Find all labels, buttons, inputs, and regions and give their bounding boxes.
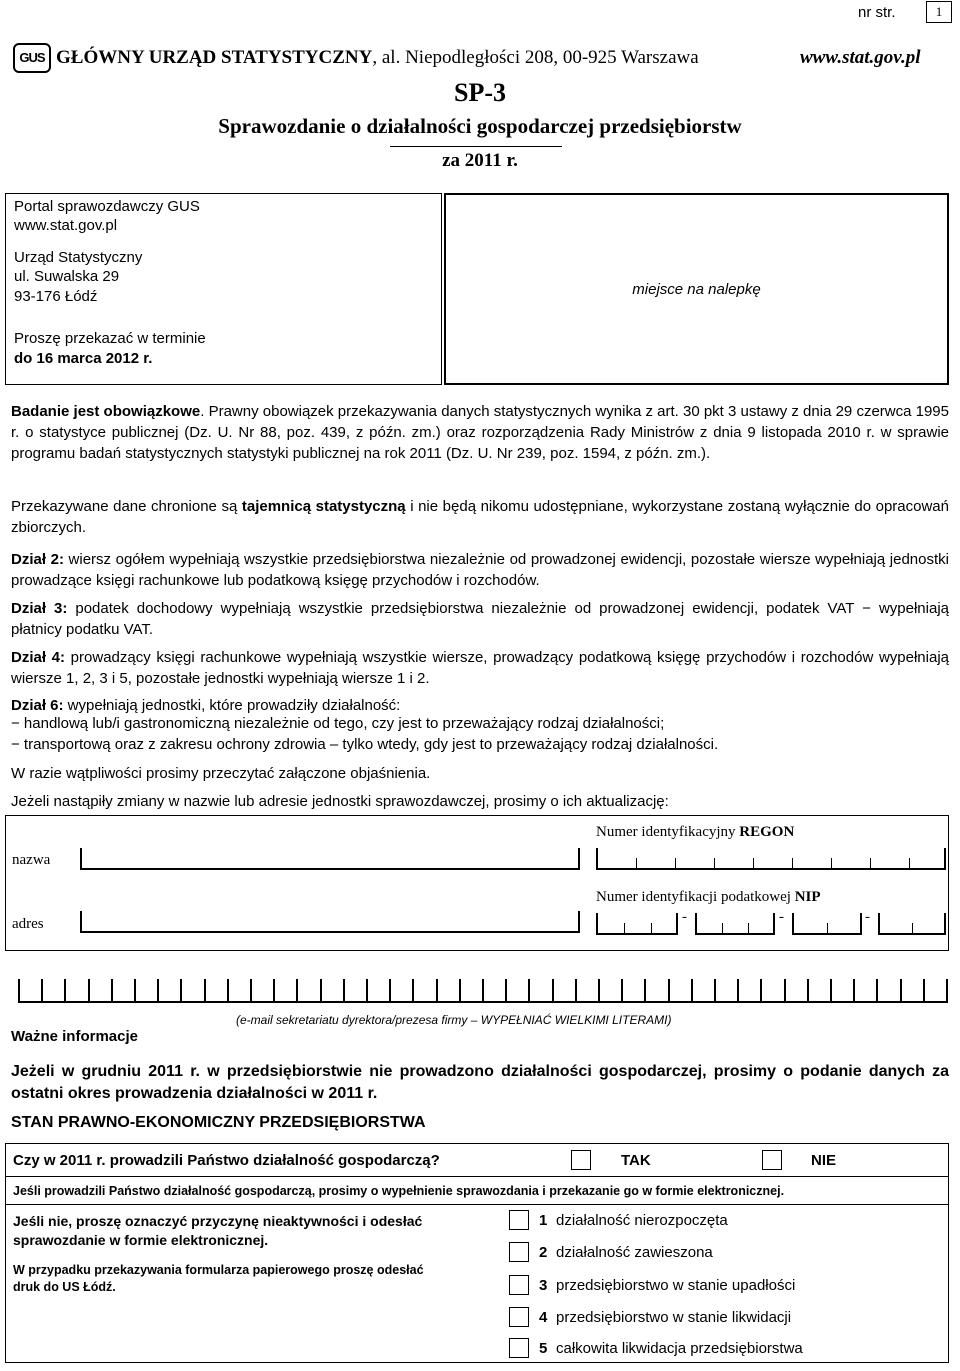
org-name: GŁÓWNY URZĄD STATYSTYCZNY xyxy=(56,47,373,68)
email-cell-divider xyxy=(691,979,693,1001)
if-no-note: Jeśli nie, proszę oznaczyć przyczynę nieaktywności i odesłać sprawozdanie w formie elektronicznej. xyxy=(13,1213,423,1248)
reason-3-label: przedsiębiorstwo w stanie upadłości xyxy=(556,1277,796,1294)
email-cell-divider xyxy=(227,979,229,1001)
section3-paragraph xyxy=(11,598,949,640)
office-city: 93-176 Łódź xyxy=(14,288,98,305)
website-link[interactable]: www.stat.gov.pl xyxy=(800,47,921,68)
address-label: adres xyxy=(12,916,44,932)
nip-input-part3[interactable] xyxy=(792,913,862,935)
portal-info-box xyxy=(5,193,442,385)
deadline-date: do 16 marca 2012 r. xyxy=(14,350,153,367)
nip-label: Numer identyfikacji podatkowej NIP xyxy=(596,889,821,905)
section2-text: wiersz ogółem wypełniają wszystkie przedsiębiorstwa niezależnie od prowadzonej ewidencji, pozostałe wiersze wypełniają jednostki prowadzące księgi rachunkowe lub podatkową księgę przychodów i rozchodów. xyxy=(11,551,949,589)
email-cell-divider xyxy=(946,979,948,1001)
activity-question: Czy w 2011 r. prowadzili Państwo działalność gospodarczą? xyxy=(13,1152,440,1169)
email-input[interactable] xyxy=(18,977,948,1003)
office-street: ul. Suwalska 29 xyxy=(14,268,120,285)
activity-yes-checkbox[interactable] xyxy=(571,1150,591,1170)
mandatory-paragraph xyxy=(11,401,949,464)
email-cell-divider xyxy=(830,979,832,1001)
reason-3-checkbox[interactable] xyxy=(509,1275,529,1295)
secrecy-paragraph xyxy=(11,496,949,538)
section6-text: wypełniają jednostki, które prowadziły działalność: xyxy=(63,697,401,714)
email-cell-divider xyxy=(853,979,855,1001)
office-name: Urząd Statystyczny xyxy=(14,249,143,266)
title-divider xyxy=(390,146,562,147)
email-cell-divider xyxy=(389,979,391,1001)
email-cell-divider xyxy=(343,979,345,1001)
section3-label: Dział 3: xyxy=(11,600,68,617)
activity-no-label: NIE xyxy=(811,1152,837,1169)
email-cell-divider xyxy=(621,979,623,1001)
reason-1-label: działalność nierozpoczęta xyxy=(556,1212,728,1229)
email-cell-divider xyxy=(876,979,878,1001)
nip-input-part4[interactable] xyxy=(878,913,946,935)
section6-label: Dział 6: xyxy=(11,697,64,714)
email-cell-divider xyxy=(459,979,461,1001)
email-cell-divider xyxy=(807,979,809,1001)
reason-4-checkbox[interactable] xyxy=(509,1307,529,1327)
nip-dash-2: - xyxy=(779,909,784,925)
reason-1-number: 1 xyxy=(539,1212,548,1229)
org-header xyxy=(56,47,699,69)
reason-5-checkbox[interactable] xyxy=(509,1338,529,1358)
email-cell-divider xyxy=(412,979,414,1001)
email-cell-divider xyxy=(296,979,298,1001)
important-info-label: Ważne informacje xyxy=(11,1028,138,1045)
activity-divider-2 xyxy=(6,1204,948,1205)
email-cell-divider xyxy=(900,979,902,1001)
form-code: SP-3 xyxy=(454,78,506,107)
doubts-note: W razie wątpliwości prosimy przeczytać załączone objaśnienia. xyxy=(11,765,431,782)
december-note: Jeżeli w grudniu 2011 r. w przedsiębiorstwie nie prowadzono działalności gospodarczej, prosimy o podanie danych za ostatni okres prowadzenia działalności w 2011 r. xyxy=(11,1063,949,1102)
form-title: Sprawozdanie o działalności gospodarczej przedsiębiorstw xyxy=(218,114,742,138)
email-cell-divider xyxy=(41,979,43,1001)
regon-input[interactable] xyxy=(596,848,946,870)
email-cell-divider xyxy=(482,979,484,1001)
section2-label: Dział 2: xyxy=(11,551,64,568)
activity-divider-1 xyxy=(6,1176,948,1177)
email-cell-divider xyxy=(436,979,438,1001)
email-cell-divider xyxy=(250,979,252,1001)
reason-4-number: 4 xyxy=(539,1309,548,1326)
email-cell-divider xyxy=(273,979,275,1001)
page-number-label: nr str. xyxy=(858,4,896,21)
email-cell-divider xyxy=(714,979,716,1001)
reason-5-label: całkowita likwidacja przedsiębiorstwa xyxy=(556,1340,803,1357)
email-cell-divider xyxy=(552,979,554,1001)
email-note: (e-mail sekretariatu dyrektora/prezesa firmy – WYPEŁNIAĆ WIELKIMI LITERAMI) xyxy=(236,1013,672,1027)
section4-text: prowadzący księgi rachunkowe wypełniają wszystkie wiersze, prowadzący podatkową księgę przychodów i rozchodów wypełniają wiersze 1, 2, 3 i 5, pozostałe jednostki wypełniają wiersze 1 i 2. xyxy=(11,649,949,687)
reason-1-checkbox[interactable] xyxy=(509,1210,529,1230)
email-cell-divider xyxy=(111,979,113,1001)
mandatory-bold: Badanie jest obowiązkowe xyxy=(11,403,201,420)
email-cell-divider xyxy=(88,979,90,1001)
email-cell-divider xyxy=(644,979,646,1001)
reason-2-checkbox[interactable] xyxy=(509,1242,529,1262)
if-yes-note: Jeśli prowadzili Państwo działalność gospodarczą, prosimy o wypełnienie sprawozdania i przekazanie go w formie elektronicznej. xyxy=(13,1184,785,1198)
section6-item-transport: − transportową oraz z zakresu ochrony zdrowia – tylko wtedy, gdy jest to przeważający rodzaj działalności. xyxy=(11,736,719,753)
section6-item-trade: − handlową lub/i gastronomiczną niezależnie od tego, czy jest to przeważający rodzaj działalności; xyxy=(11,715,665,732)
nip-input-part2[interactable] xyxy=(695,913,775,935)
state-heading: STAN PRAWNO-EKONOMICZNY PRZEDSIĘBIORSTWA xyxy=(11,1114,426,1131)
section4-paragraph xyxy=(11,647,949,689)
mandatory-text: . Prawny obowiązek przekazywania danych statystycznych wynika z art. 30 pkt 3 ustawy z dnia 29 czerwca 1995 r. o statystyce publicznej (Dz. U. Nr 88, poz. 439, z późn. zm.) oraz rozporządzenia Rady Ministrów z dnia 9 listopada 2010 r. w sprawie programu badań statystycznych statystyki publicznej na rok 2011 (Dz. U. Nr 239, poz. 1594, z późn. zm.). xyxy=(11,403,949,462)
email-cell-divider xyxy=(157,979,159,1001)
form-year: za 2011 r. xyxy=(442,150,518,171)
email-cell-divider xyxy=(320,979,322,1001)
address-input[interactable] xyxy=(80,911,580,933)
reason-3-number: 3 xyxy=(539,1277,548,1294)
gus-logo: GUS xyxy=(13,43,51,73)
sticker-area xyxy=(444,193,949,385)
email-cell-divider xyxy=(528,979,530,1001)
email-cell-divider xyxy=(366,979,368,1001)
regon-label: Numer identyfikacyjny REGON xyxy=(596,824,795,840)
email-cell-divider xyxy=(204,979,206,1001)
sticker-label: miejsce na nalepkę xyxy=(632,281,761,298)
reason-2-label: działalność zawieszona xyxy=(556,1244,713,1261)
portal-name: Portal sprawozdawczy GUS xyxy=(14,198,200,215)
email-cell-divider xyxy=(668,979,670,1001)
nip-dash-1: - xyxy=(682,909,687,925)
secrecy-pre: Przekazywane dane chronione są xyxy=(11,498,242,515)
activity-no-checkbox[interactable] xyxy=(762,1150,782,1170)
reason-4-label: przedsiębiorstwo w stanie likwidacji xyxy=(556,1309,792,1326)
section6-paragraph xyxy=(11,695,949,716)
nip-dash-3: - xyxy=(865,909,870,925)
section4-label: Dział 4: xyxy=(11,649,66,666)
activity-yes-label: TAK xyxy=(621,1152,651,1169)
email-cell-divider xyxy=(180,979,182,1001)
page-number-box: 1 xyxy=(926,1,952,23)
reason-5-number: 5 xyxy=(539,1340,548,1357)
name-input[interactable] xyxy=(80,848,580,870)
email-cell-divider xyxy=(737,979,739,1001)
email-cell-divider xyxy=(923,979,925,1001)
paper-note: W przypadku przekazywania formularza papierowego proszę odesłać druk do US Łódź. xyxy=(13,1263,424,1294)
section2-paragraph xyxy=(11,549,949,591)
reason-2-number: 2 xyxy=(539,1244,548,1261)
name-label: nazwa xyxy=(12,852,51,868)
email-cell-divider xyxy=(18,979,20,1001)
portal-url[interactable]: www.stat.gov.pl xyxy=(14,217,118,234)
changes-note: Jeżeli nastąpiły zmiany w nazwie lub adresie jednostki sprawozdawczej, prosimy o ich aktualizację: xyxy=(11,793,669,810)
update-form-box xyxy=(5,815,949,951)
org-address: , al. Niepodległości 208, 00-925 Warszawa xyxy=(372,47,699,68)
email-cell-divider xyxy=(784,979,786,1001)
section3-text: podatek dochodowy wypełniają wszystkie przedsiębiorstwa niezależnie od prowadzonej ewidencji, podatek VAT − wypełniają płatnicy podatku VAT. xyxy=(11,600,949,638)
email-cell-divider xyxy=(134,979,136,1001)
deadline-intro: Proszę przekazać w terminie xyxy=(14,330,206,347)
activity-box xyxy=(5,1143,949,1363)
email-cell-divider xyxy=(505,979,507,1001)
email-cell-divider xyxy=(64,979,66,1001)
email-cell-divider xyxy=(598,979,600,1001)
secrecy-post: i nie będą nikomu udostępniane, wykorzystane zostaną wyłącznie do opracowań zbiorczych. xyxy=(11,498,949,536)
email-cell-divider xyxy=(760,979,762,1001)
nip-input-part1[interactable] xyxy=(596,913,678,935)
secrecy-bold: tajemnicą statystyczną xyxy=(241,498,406,515)
email-cell-divider xyxy=(575,979,577,1001)
